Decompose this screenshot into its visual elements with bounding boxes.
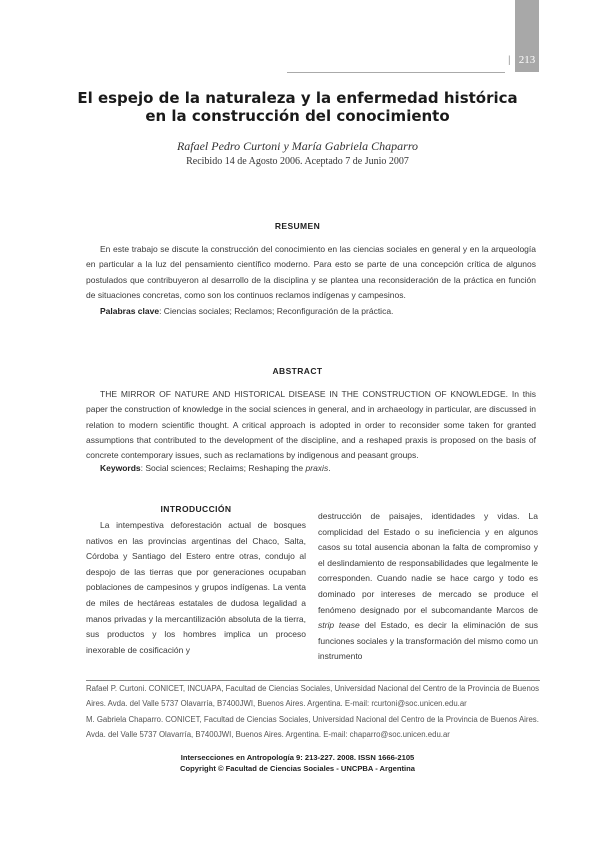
abstract-text: THE MIRROR OF NATURE AND HISTORICAL DISEASE IN THE CONSTRUCTION OF KNOWLEDGE. In this paper the construction of knowledge in the social sciences in general, and in archaeology in particular, are discussed in relation to modern scientific thought. A critical approach is adopted in order to reconsider some taken for granted assumptions that contributed to the development of the discipline, and a reshaped praxis is proposed on the basis of concrete contemporary issues, such as reclamations by indigenous and peasant groups. (86, 389, 536, 461)
right-text-italic: strip tease (318, 620, 360, 631)
received-dates: Recibido 14 de Agosto 2006. Aceptado 7 de Junio 2007 (186, 156, 409, 167)
abstract-heading: ABSTRACT (272, 366, 323, 376)
introduccion-heading: INTRODUCCIÓN (160, 504, 232, 514)
keywords-es: : Ciencias sociales; Reclamos; Reconfiguración de la práctica. (159, 306, 394, 316)
citation-line-1: Intersecciones en Antropología 9: 213-227. 2008. ISSN 1666-2105 (180, 753, 415, 762)
footnote-chaparro: M. Gabriela Chaparro. CONICET, Facultad de Ciencias Sociales, Universidad Nacional del Centro de la Provincia de Buenos Aires. Avda. del Valle 5737 Olavarría, B7400JWI, Buenos Aires. Argentina. E-mail: chaparro@soc.unicen.edu.ar (86, 715, 539, 739)
header-rule (287, 72, 505, 73)
citation-line-2: Copyright © Facultad de Ciencias Sociales - UNCPBA - Argentina (180, 764, 415, 773)
keywords-label-en: Keywords (100, 463, 141, 473)
title-line-2: en la construcción del conocimiento (145, 107, 450, 125)
keywords-en-end: . (328, 463, 331, 473)
keywords-label-es: Palabras clave (100, 306, 160, 316)
right-text-a: destrucción de paisajes, identidades y vidas. La complicidad del Estado o su ineficiencia y en algunos casos su total ausencia abonan la falta de compromiso y el deslindamiento de responsabilidades que legalmente le corresponden. Cuando nadie se hace cargo y todo es dominado por intereses de mercado se produce el fenómeno designado por el subcomandante Marcos de (318, 511, 538, 615)
page-number-separator: | (508, 55, 511, 66)
footnote-curtoni: Rafael P. Curtoni. CONICET, INCUAPA, Facultad de Ciencias Sociales, Universidad Nacional del Centro de la Provincia de Buenos Aires. Avda. del Valle 5737 Olavarría, B7400JWI, Buenos Aires. Argentina. E-mail: rcurtoni@soc.unicen.edu.ar (86, 684, 540, 708)
right-text-b: del Estado, es decir la eliminación de sus funciones sociales y la transformación del mismo como un instrumento (318, 620, 538, 662)
keywords-en: : Social sciences; Reclaims; Reshaping the (140, 463, 306, 473)
introduccion-right-column (318, 509, 538, 665)
resumen-keywords (100, 306, 540, 316)
keywords-en-italic: praxis (305, 463, 329, 473)
authors: Rafael Pedro Curtoni y María Gabriela Chaparro (176, 139, 419, 153)
article-title (40, 89, 555, 125)
resumen-heading: RESUMEN (274, 221, 321, 231)
footnote-rule (86, 680, 540, 681)
resumen-text: En este trabajo se discute la construcción del conocimiento en las ciencias sociales en general y en la arqueología en particular a la luz del pensamiento científico moderno. Para esto se parte de una concepción crítica de algunos postulados que contribuyeron al desarrollo de la disciplina y se plantea una reconsideración de la práctica en función de situaciones concretas, como son los continuos reclamos indígenas y campesinos. (86, 244, 536, 300)
page-number: 213 (518, 54, 536, 66)
introduccion-left-column: La intempestiva deforestación actual de bosques nativos en las provincias argentinas del Chaco, Salta, Córdoba y Santiago del Estero entre otras, condujo al despojo de las tierras que por generaciones ocupaban poblaciones de campesinos y grupos indígenas. La venta de miles de hectáreas estatales de dudosa legalidad a manos privadas y la mercantilización absoluta de la tierra, sus productos y los hombres implica un proceso inexorable de cosificación y (86, 520, 306, 655)
abstract-keywords (100, 463, 540, 473)
title-line-1: El espejo de la naturaleza y la enfermedad histórica (77, 89, 518, 107)
citation (40, 752, 555, 774)
